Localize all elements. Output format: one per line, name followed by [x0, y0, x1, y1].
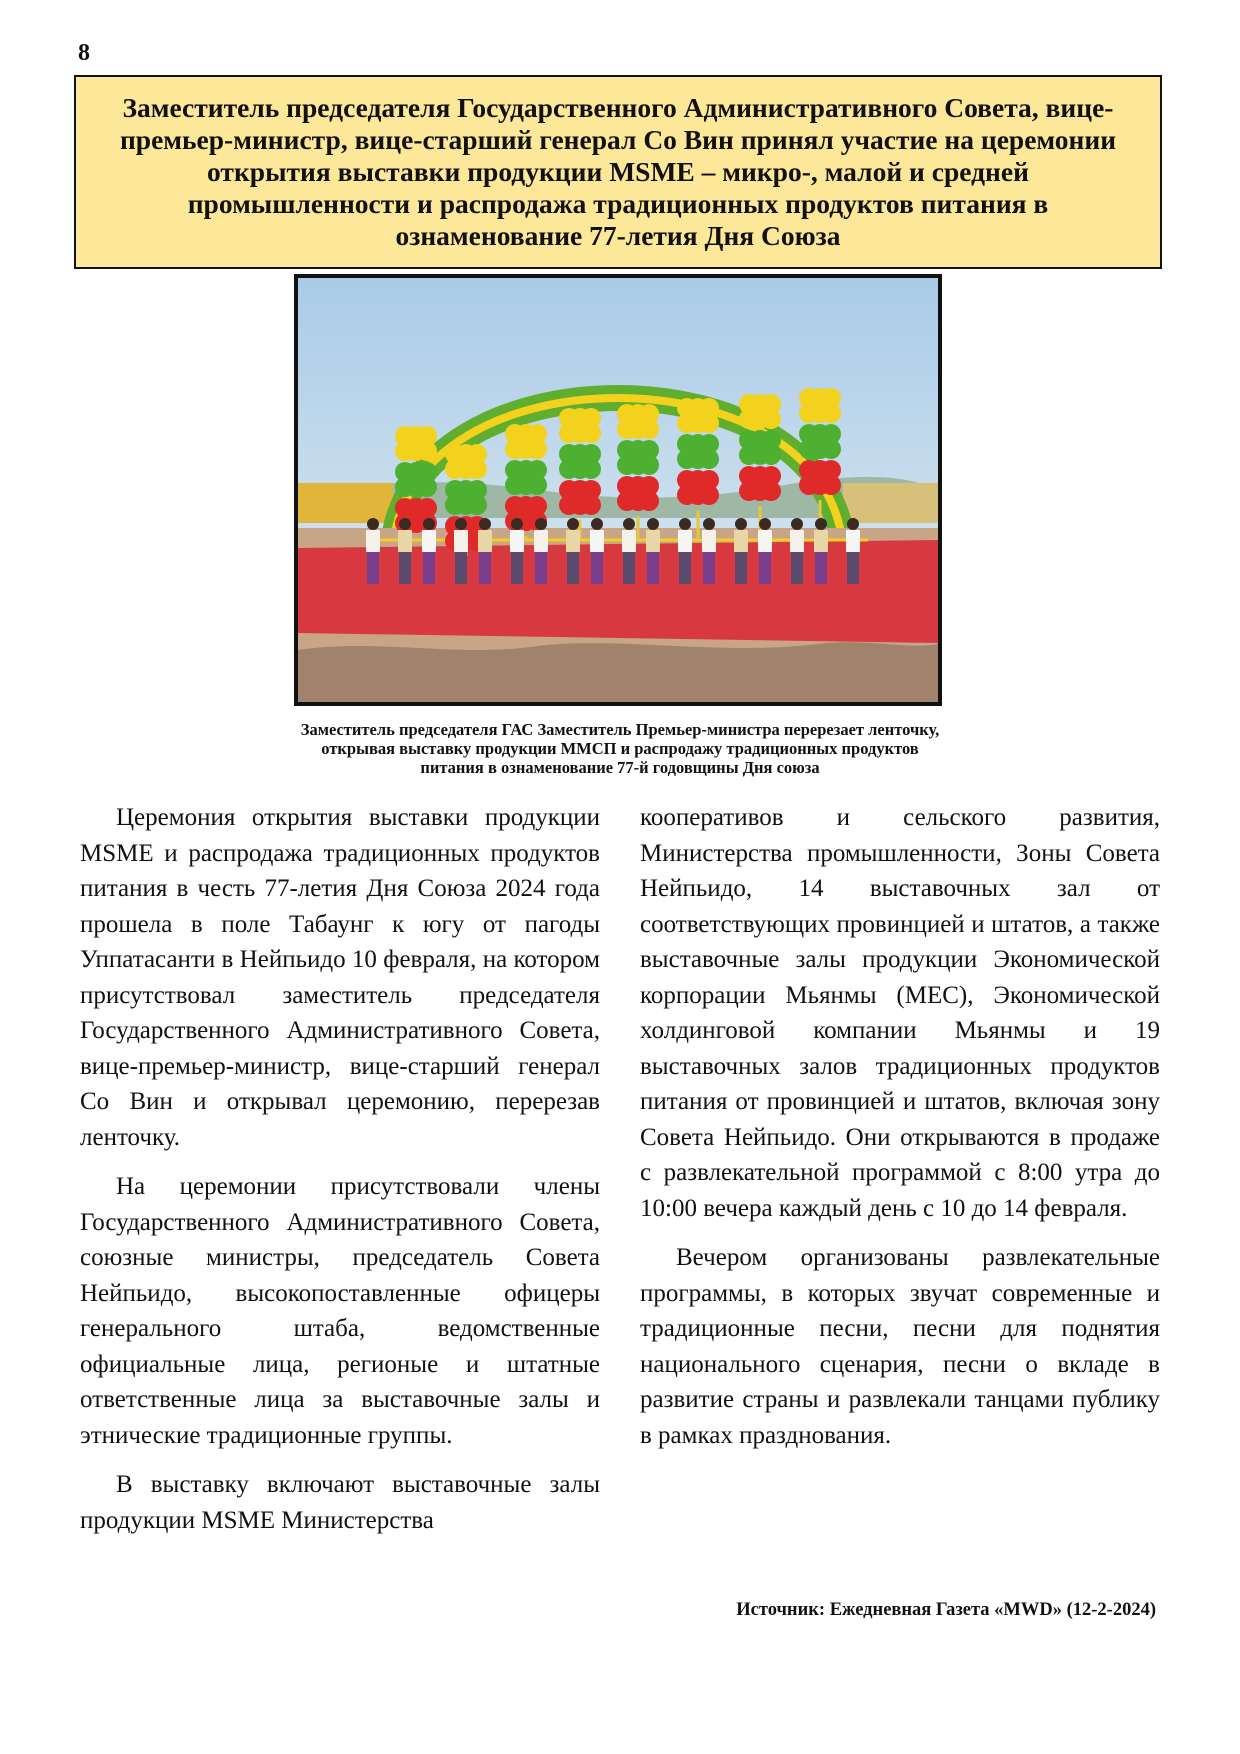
- source-credit: Источник: Ежедневная Газета «MWD» (12-2-2024): [736, 1600, 1156, 1620]
- headline: Заместитель председателя Государственного Административного Совета, вице-премьер-министр, вице-старший генерал Со Вин принял участие на церемонии открытия выставки продукции MSME – микро-, малой и средней промышленности и распродажа традиционных продуктов питания в ознаменование 77-летия Дня Союза: [119, 92, 1117, 251]
- headline-box: [74, 75, 1162, 269]
- shadows: [298, 642, 938, 702]
- paragraph: кооперативов и сельского развития, Министерства промышленности, Зоны Совета Нейпьидо, 14 выставочных зал от соответствующих провинцией и штатов, а также выставочные залы продукции Экономической корпорации Мьянмы (MEC), Экономической холдинговой компании Мьянмы и 19 выставочных залов традиционных продуктов питания от провинцией и штатов, включая зону Совета Нейпьидо. Они открываются в продаже с развлекательной программой с 8:00 утра до 10:00 вечера каждый день с 10 до 14 февраля.: [640, 804, 1160, 1222]
- paragraph: Вечером организованы развлекательные программы, в которых звучат современные и традиционные песни, песни для поднятия национального сценария, песни о вкладе в развитие страны и развлекали танцами публику в рамках празднования.: [640, 1244, 1160, 1449]
- red-carpet: [298, 540, 938, 643]
- paragraph: На церемонии присутствовали члены Государственного Административного Совета, союзные министры, председатель Совета Нейпьидо, высокопоставленные офицеры генерального штаба, ведомственные официальные лица, регионые и штатные ответственные лица за выставочные залы и этнические традиционные группы.: [80, 1173, 600, 1449]
- paragraph: В выставку включают выставочные залы продукции MSME Министерства: [80, 1471, 600, 1534]
- article-column-left: [80, 800, 600, 1552]
- caption-line: Заместитель председателя ГАС Заместитель Премьер-министра перерезает ленточку,: [300, 720, 940, 739]
- article-column-right: [640, 800, 1160, 1467]
- booth-right: [843, 483, 938, 523]
- page-number: 8: [78, 40, 90, 66]
- booth-left: [298, 483, 393, 523]
- ceremony-illustration: [298, 278, 938, 702]
- photo-caption: [180, 720, 1060, 777]
- caption-line: открывая выставку продукции ММСП и распродажу традиционных продуктов: [321, 739, 919, 758]
- ceremony-photo: [294, 274, 942, 706]
- paragraph: Церемония открытия выставки продукции MSME и распродажа традиционных продуктов питания в честь 77-летия Дня Союза 2024 года прошела в поле Табаунг к югу от пагоды Уппатасанти в Нейпьидо 10 февраля, на котором присутствовал заместитель председателя Государственного Административного Совета, вице-премьер-министр, вице-старший генерал Со Вин и открывал церемонию, перерезав ленточку.: [80, 804, 600, 1151]
- caption-line: питания в ознаменование 77-й годовщины Дня союза: [420, 758, 820, 777]
